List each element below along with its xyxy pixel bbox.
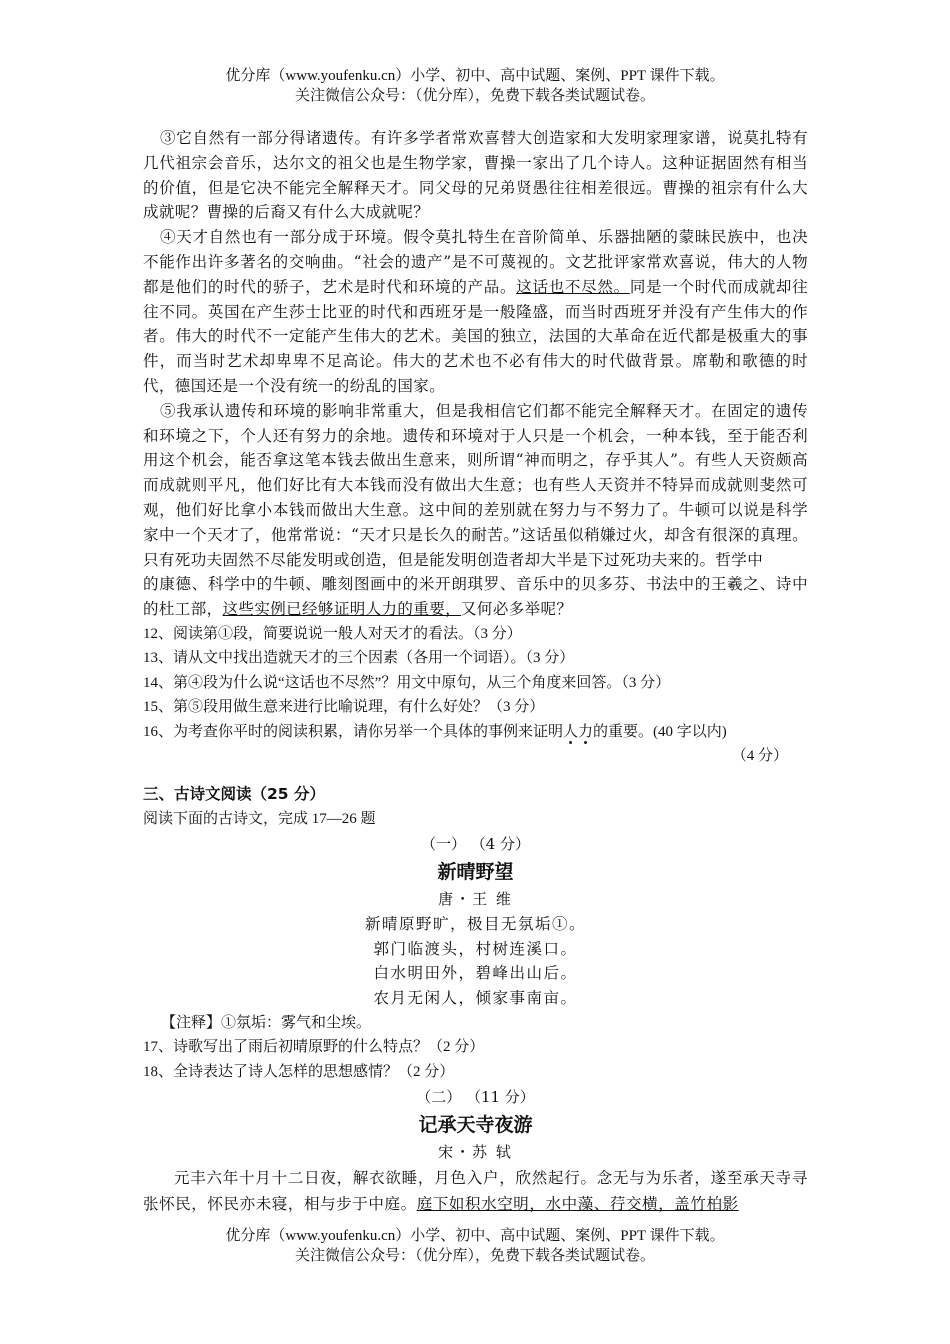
article-paragraph-4: [143, 225, 808, 399]
prose-2-title: 记承天寺夜游: [418, 1114, 533, 1137]
poem-1-title: 新晴野望: [437, 861, 514, 884]
poem-1-line-3: 白水明田外，碧峰出山后。: [373, 964, 578, 983]
poem-1-part-label: （一） （4 分）: [420, 835, 531, 854]
poem-1-line-1: 新晴原野旷，极目无氛垢①。: [364, 915, 586, 934]
question-16-emphasis-char-2: 力: [578, 723, 594, 740]
prose-2-underlined-text: 庭下如积水空明，水中藻、荇交横，盖竹柏影: [416, 1195, 739, 1214]
question-18: 18、全诗表达了诗人怎样的思想感情？（2 分）: [143, 1063, 455, 1080]
paragraph-4-underlined-sentence: 这话也不尽然。: [516, 277, 630, 296]
question-16-text-b: 的重要。(40 字以内): [593, 723, 727, 740]
header-line-1: 优分库（www.youfenku.cn）小学、初中、高中试题、案例、PPT 课件下载。: [225, 68, 725, 84]
paragraph-5-text-b: 的康德、科学中的牛顿、雕刻图画中的米开朗琪罗、音乐中的贝多芬、书法中的王羲之、诗中的杜工部，: [143, 575, 808, 619]
question-15: 15、第⑤段用做生意来进行比喻说理，有什么好处？（3 分）: [143, 699, 545, 716]
poem-1-line-4: 农月无闲人，倾家事南亩。: [373, 988, 578, 1007]
prose-2-part-label: （二） （11 分）: [416, 1088, 535, 1107]
page-footer: [0, 1226, 950, 1266]
paragraph-4-text-b: 同是一个时代而成就却往往不同。英国在产生莎士比亚的时代和西班牙是一般隆盛，而当时西班牙并没有产生伟大的作者。伟大的时代不一定能产生伟大的艺术。美国的独立，法国的大革命在近代都是极重大的事件，而当时艺术却卑卑不足高论。伟大的艺术也不必有伟大的时代做背景。席勒和歌德的时代，德国还是一个没有统一的纷乱的国家。: [143, 277, 808, 395]
prose-2-author: 宋・苏 轼: [438, 1143, 513, 1162]
article-paragraph-3: [143, 126, 808, 225]
paragraph-5-text-c: 又何必多举呢？: [461, 600, 573, 619]
paragraph-5-underlined-sentence: 这些实例已经够证明人力的重要，: [222, 600, 462, 619]
page-content: [143, 126, 808, 1217]
question-16-text-a: 16、为考查你平时的阅读积累，请你另举一个具体的事例来证明: [143, 723, 564, 740]
question-16-emphasis-char-1: 人: [563, 723, 579, 740]
question-16-score: （4 分）: [731, 748, 788, 765]
paragraph-4-text-a: ④天才自然也有一部分成于环境。假令莫扎特生在音阶简单、乐器拙陋的蒙昧民族中，也决不能作出许多著名的交响曲。“社会的遗产”是不可蔑视的。文艺批评家常欢喜说，伟大的人物都是他们的时代的骄子，艺术是时代和环境的产品。: [143, 228, 808, 296]
question-13: 13、请从文中找出造就天才的三个因素（各用一个词语）。（3 分）: [143, 650, 575, 667]
poem-1: [143, 831, 808, 1084]
section-3-title: 三、古诗文阅读（25 分）: [143, 784, 325, 803]
poem-1-author: 唐・王 维: [438, 890, 513, 909]
question-14: 14、第④段为什么说“这话也不尽然”？用文中原句，从三个角度来回答。（3 分）: [143, 674, 671, 691]
section-3-intro: 阅读下面的古诗文，完成 17—26 题: [143, 810, 376, 827]
footer-line-1: 优分库（www.youfenku.cn）小学、初中、高中试题、案例、PPT 课件下载。: [225, 1228, 725, 1244]
prose-2: [143, 1084, 808, 1217]
question-12: 12、阅读第①段，简要说说一般人对天才的看法。（3 分）: [143, 625, 522, 642]
footer-line-2: 关注微信公众号：（优分库），免费下载各类试题试卷。: [294, 1248, 655, 1264]
poem-1-note: 【注释】①氛垢：雾气和尘埃。: [161, 1013, 372, 1032]
paragraph-5-text-a: ⑤我承认遗传和环境的影响非常重大，但是我相信它们都不能完全解释天才。在固定的遗传和环境之下，个人还有努力的余地。遗传和环境对于人只是一个机会，一种本钱，至于能否利用这个机会，能否拿这笔本钱去做出生意来，则所谓“神而明之，存乎其人”。有些人天资颇高而成就则平凡，他们好比有大本钱而没有做出大生意；也有些人天资并不特异而成就则斐然可观，他们好比拿小本钱而做出大生意。这中间的差别就在努力与不努力了。牛顿可以说是科学家中一个天才了，他常常说：“天才只是长久的耐苦。”这话虽似稍嫌过火，却含有很深的真理。只有死功夫固然不尽能发明或创造，但是能发明创造者却大半是下过死功夫来的。哲学中: [143, 401, 808, 569]
page-header: [0, 66, 950, 106]
prose-2-text: [143, 1165, 808, 1217]
question-17: 17、诗歌写出了雨后初晴原野的什么特点？（2 分）: [143, 1039, 485, 1056]
prose-2-text-a: 元丰六年十月十二日夜，解衣欲睡，月色入户，欣然起行。念无与为乐者，遂至承天寺寻张怀民，怀民亦未寝，相与步于中庭。: [143, 1169, 808, 1214]
article-paragraph-5-continued: [143, 572, 808, 622]
question-list: [143, 622, 808, 769]
article-paragraph-5: [143, 399, 808, 573]
header-line-2: 关注微信公众号：（优分库），免费下载各类试题试卷。: [294, 88, 655, 104]
poem-1-line-2: 郭门临渡头，村树连溪口。: [373, 939, 578, 958]
question-16: [143, 720, 808, 745]
paragraph-3-text: ③它自然有一部分得诸遗传。有许多学者常欢喜替大创造家和大发明家理家谱，说莫扎特有几代祖宗会音乐，达尔文的祖父也是生物学家，曹操一家出了几个诗人。这种证据固然有相当的价值，但是它决不能完全解释天才。同父母的兄弟贤愚往往相差很远。曹操的祖宗有什么大成就呢？曹操的后裔又有什么大成就呢？: [143, 129, 808, 222]
